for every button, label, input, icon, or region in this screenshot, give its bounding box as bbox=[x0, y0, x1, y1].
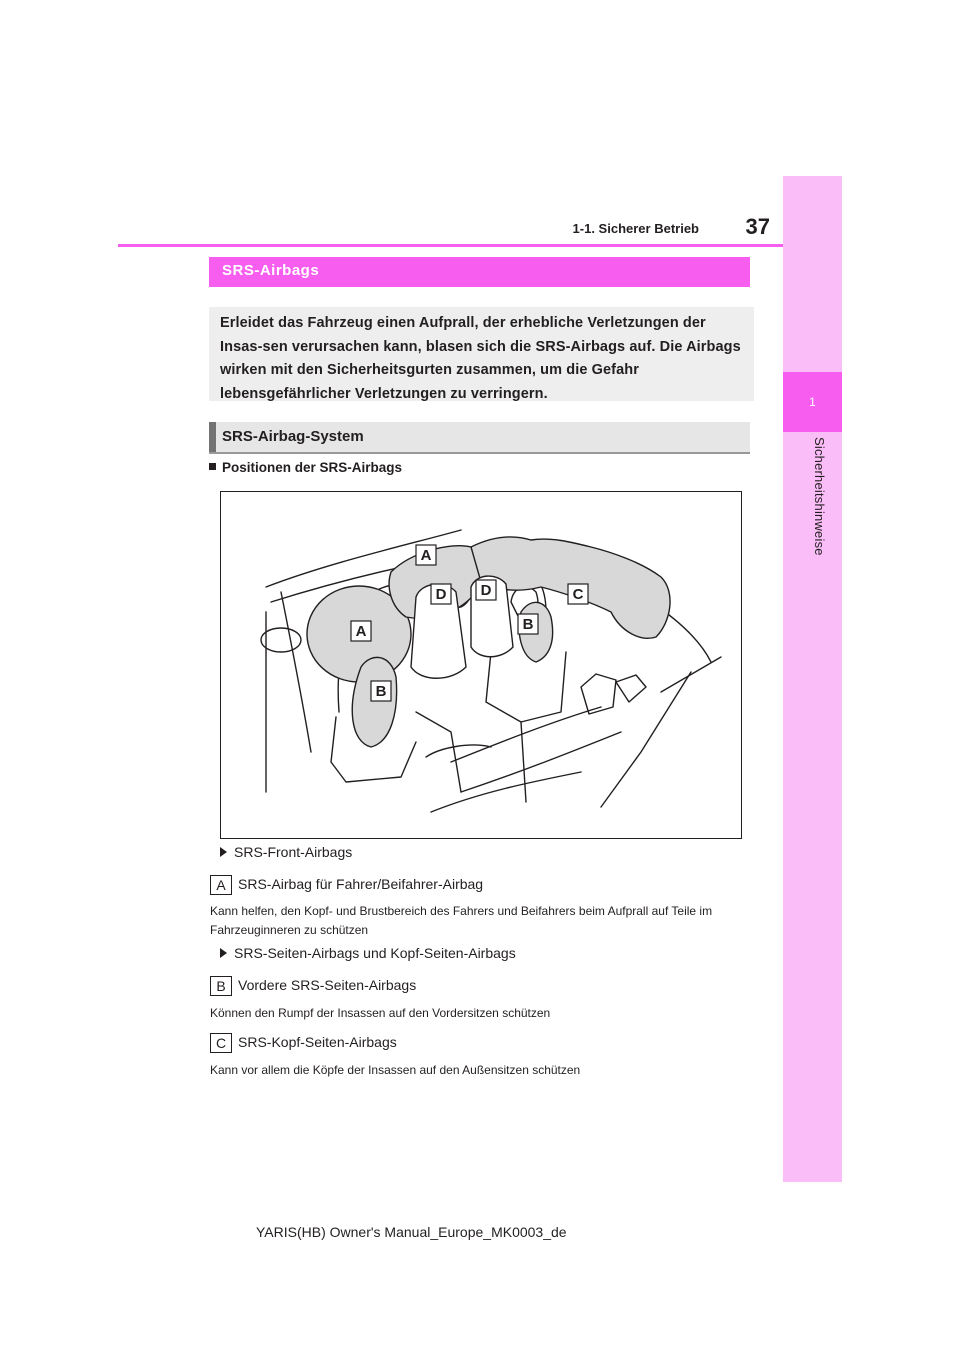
page-title: SRS-Airbags bbox=[222, 262, 320, 279]
positions-heading-row bbox=[209, 460, 402, 475]
label-box-c: C bbox=[210, 1033, 232, 1053]
item-b bbox=[210, 976, 416, 996]
footer: YARIS(HB) Owner's Manual_Europe_MK0003_de bbox=[256, 1224, 567, 1240]
group-side-airbags bbox=[220, 945, 516, 961]
group-title: SRS-Front-Airbags bbox=[234, 844, 353, 860]
figure-label-a-top bbox=[416, 545, 436, 565]
item-c bbox=[210, 1033, 397, 1053]
item-name: SRS-Airbag für Fahrer/Beifahrer-Airbag bbox=[238, 876, 484, 892]
item-c-description: Kann vor allem die Köpfe der Insassen auf den Außensitzen schützen bbox=[210, 1063, 581, 1077]
subheading-rule bbox=[209, 452, 750, 454]
figure-label-a-left bbox=[351, 621, 371, 641]
item-a-description: Kann helfen, den Kopf- und Brustbereich des Fahrers und Beifahrers beim Aufprall auf Teile im Fahrzeuginneren zu schützen bbox=[210, 904, 713, 937]
svg-text:A: A bbox=[355, 623, 367, 640]
svg-text:B: B bbox=[375, 683, 387, 700]
subheading: SRS-Airbag-System bbox=[222, 428, 364, 445]
chapter-number: 1 bbox=[809, 395, 816, 409]
figure-label-b-left bbox=[371, 681, 391, 701]
triangle-bullet-icon bbox=[220, 847, 227, 857]
figure-label-d-left bbox=[431, 584, 451, 604]
svg-text:A: A bbox=[420, 547, 432, 564]
label-box-a: A bbox=[210, 875, 232, 895]
section-header: 1-1. Sicherer Betrieb bbox=[572, 221, 699, 236]
svg-text:D: D bbox=[480, 582, 492, 599]
group-title: SRS-Seiten-Airbags und Kopf-Seiten-Airbags bbox=[234, 945, 516, 961]
triangle-bullet-icon bbox=[220, 948, 227, 958]
svg-text:B: B bbox=[522, 616, 534, 633]
square-bullet-icon bbox=[209, 463, 216, 470]
item-name: Vordere SRS-Seiten-Airbags bbox=[238, 977, 417, 993]
item-b-description: Können den Rumpf der Insassen auf den Vordersitzen schützen bbox=[210, 1006, 551, 1020]
page-number: 37 bbox=[745, 214, 770, 239]
intro-text: Erleidet das Fahrzeug einen Aufprall, der erhebliche Verletzungen der Insas-sen verursachen kann, blasen sich die SRS-Airbags auf. Die Airbags wirken mit den Sicherheitsgurten zusammen, um die Gefahr lebensgefährlicher Verletzungen zu verringern. bbox=[220, 315, 741, 402]
group-front-airbags bbox=[220, 844, 352, 860]
header-rule bbox=[118, 244, 783, 247]
car-interior-drawing bbox=[221, 492, 741, 838]
positions-heading: Positionen der SRS-Airbags bbox=[222, 460, 403, 475]
label-box-b: B bbox=[210, 976, 232, 996]
item-a bbox=[210, 875, 483, 895]
subheading-accent bbox=[209, 422, 216, 452]
airbag-illustration bbox=[220, 491, 742, 839]
figure-label-d-right bbox=[476, 580, 496, 600]
figure-label-c bbox=[568, 584, 588, 604]
figure-label-b-right bbox=[518, 614, 538, 634]
chapter-side-tab bbox=[783, 176, 842, 1182]
svg-text:D: D bbox=[435, 586, 447, 603]
item-name: SRS-Kopf-Seiten-Airbags bbox=[238, 1034, 397, 1050]
svg-text:C: C bbox=[572, 586, 584, 603]
chapter-label: Sicherheitshinweise bbox=[812, 437, 827, 556]
